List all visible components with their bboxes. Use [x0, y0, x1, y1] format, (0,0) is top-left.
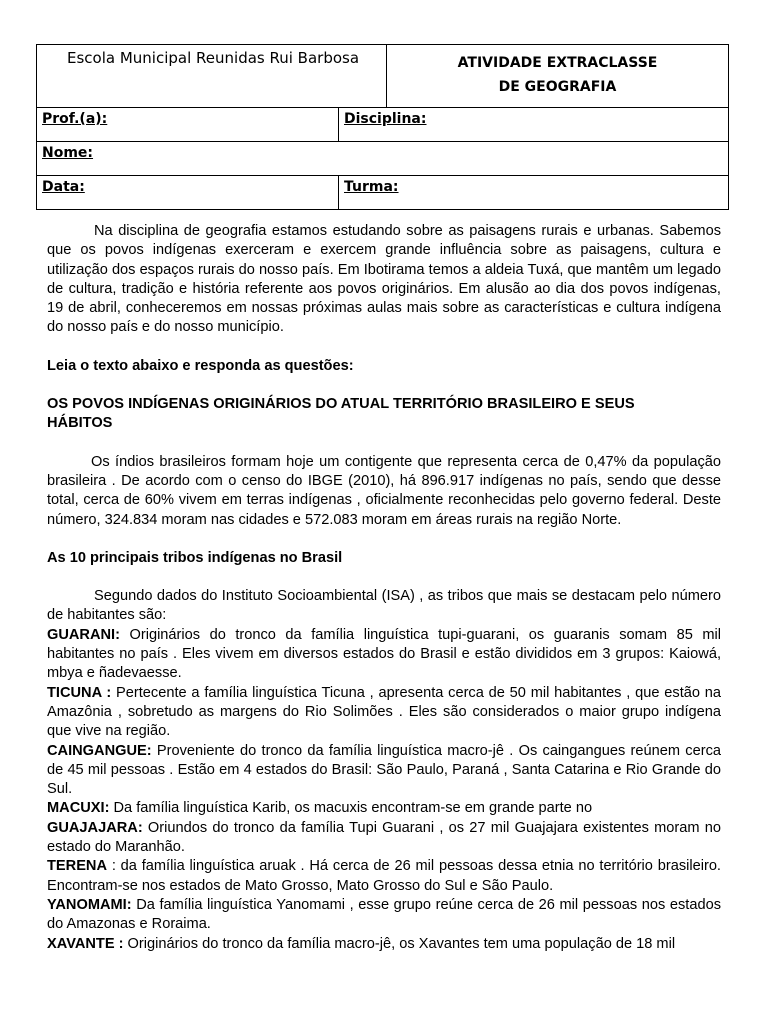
intro-paragraph: Na disciplina de geografia estamos estudando sobre as paisagens rurais e urbanas. Sabemos que os povos indígenas exerceram e exercem grande influência sobre as paisagens, cultura e utilização dos espaços rurais do nosso país. Em Ibotirama temos a aldeia Tuxá, que mantêm um legado de cultura, tradição e história referente aos povos originários. Em alusão ao dia dos povos indígenas, 19 de abril, conheceremos em nossas próximas aulas mais sobre as características e cultura indígena do nosso país e do nosso município.: [47, 223, 721, 336]
turma-field: Turma:: [339, 176, 729, 210]
tribe-item: [47, 626, 721, 684]
tribe-item: [47, 799, 721, 818]
article-title: [47, 395, 721, 434]
tribe-item: [47, 896, 721, 935]
tribe-name: CAINGANGUE:: [47, 742, 152, 759]
disciplina-field: Disciplina:: [339, 108, 729, 142]
tribe-name: YANOMAMI:: [47, 896, 132, 913]
tribe-name: GUAJAJARA:: [47, 819, 143, 836]
tribe-name: MACUXI:: [47, 800, 110, 817]
tribe-item: [47, 684, 721, 742]
data-field: Data:: [37, 176, 339, 210]
document-body: [47, 222, 721, 954]
tribe-item: [47, 935, 721, 954]
activity-title: [387, 45, 729, 108]
tribe-name: GUARANI:: [47, 626, 120, 643]
tribe-item: [47, 819, 721, 858]
activity-title-line2: DE GEOGRAFIA: [498, 79, 617, 95]
tribe-list: [47, 626, 721, 954]
tribe-item: [47, 857, 721, 896]
activity-title-line1: ATIVIDADE EXTRACLASSE: [457, 55, 658, 71]
tribe-name: TERENA: [47, 858, 107, 875]
section-title: As 10 principais tribos indígenas no Brasil: [47, 549, 343, 566]
tribe-description: Da família linguística Yanomami , esse grupo reúne cerca de 26 mil pessoas nos estados do Amazonas e Roraima.: [47, 896, 721, 933]
tribe-item: [47, 742, 721, 800]
prof-field: Prof.(a):: [37, 108, 339, 142]
article-title-line2: HÁBITOS: [47, 415, 113, 432]
header-table: [36, 44, 729, 210]
instruction-text: Leia o texto abaixo e responda as questões:: [47, 357, 354, 374]
tribe-description: Oriundos do tronco da família Tupi Guarani , os 27 mil Guajajara existentes moram no estado do Maranhão.: [47, 819, 721, 856]
tribe-description: Pertecente a família linguística Ticuna , apresenta cerca de 50 mil habitantes , que estão na Amazônia , sobretudo as margens do Rio Solimões . Eles são considerados o maior grupo indígena que vive na região.: [47, 684, 722, 740]
tribe-description: Proveniente do tronco da família linguística macro-jê . Os caingangues reúnem cerca de 45 mil pessoas . Estão em 4 estados do Brasil: São Paulo, Paraná , Santa Catarina e Rio Grande do Sul.: [47, 742, 721, 798]
tribe-name: TICUNA :: [47, 684, 112, 701]
article-title-line1: OS POVOS INDÍGENAS ORIGINÁRIOS DO ATUAL TERRITÓRIO BRASILEIRO E SEUS: [47, 396, 635, 413]
tribe-name: XAVANTE :: [47, 935, 124, 952]
tribe-description: Originários do tronco da família macro-jê, os Xavantes tem uma população de 18 mil: [123, 935, 676, 952]
tribe-description: Originários do tronco da família linguística tupi-guarani, os guaranis somam 85 mil habitantes no país . Eles vivem em diversos estados do Brasil e estão divididos em 3 grupos: Kaiowá, mbya e ñadevaesse.: [47, 626, 721, 682]
school-name: Escola Municipal Reunidas Rui Barbosa: [37, 45, 387, 108]
tribe-description: : da família linguística aruak . Há cerca de 26 mil pessoas dessa etnia no território brasileiro. Encontram-se nos estados de Mato Grosso, Mato Grosso do Sul e São Paulo.: [47, 858, 721, 894]
section-intro: Segundo dados do Instituto Socioambiental (ISA) , as tribos que mais se destacam pelo número de habitantes são:: [47, 588, 721, 624]
tribe-description: Da família linguística Karib, os macuxis encontram-se em grande parte no: [109, 800, 593, 817]
nome-field: Nome:: [37, 142, 729, 176]
article-paragraph: Os índios brasileiros formam hoje um contigente que representa cerca de 0,47% da população brasileira . De acordo com o censo do IBGE (2010), há 896.917 indígenas no país, sendo que desse total, cerca de 60% vivem em terras indígenas , oficialmente reconhecidas pelo governo federal. Deste número, 324.834 moram nas cidades e 572.083 moram em áreas rurais na região Norte.: [47, 453, 721, 528]
